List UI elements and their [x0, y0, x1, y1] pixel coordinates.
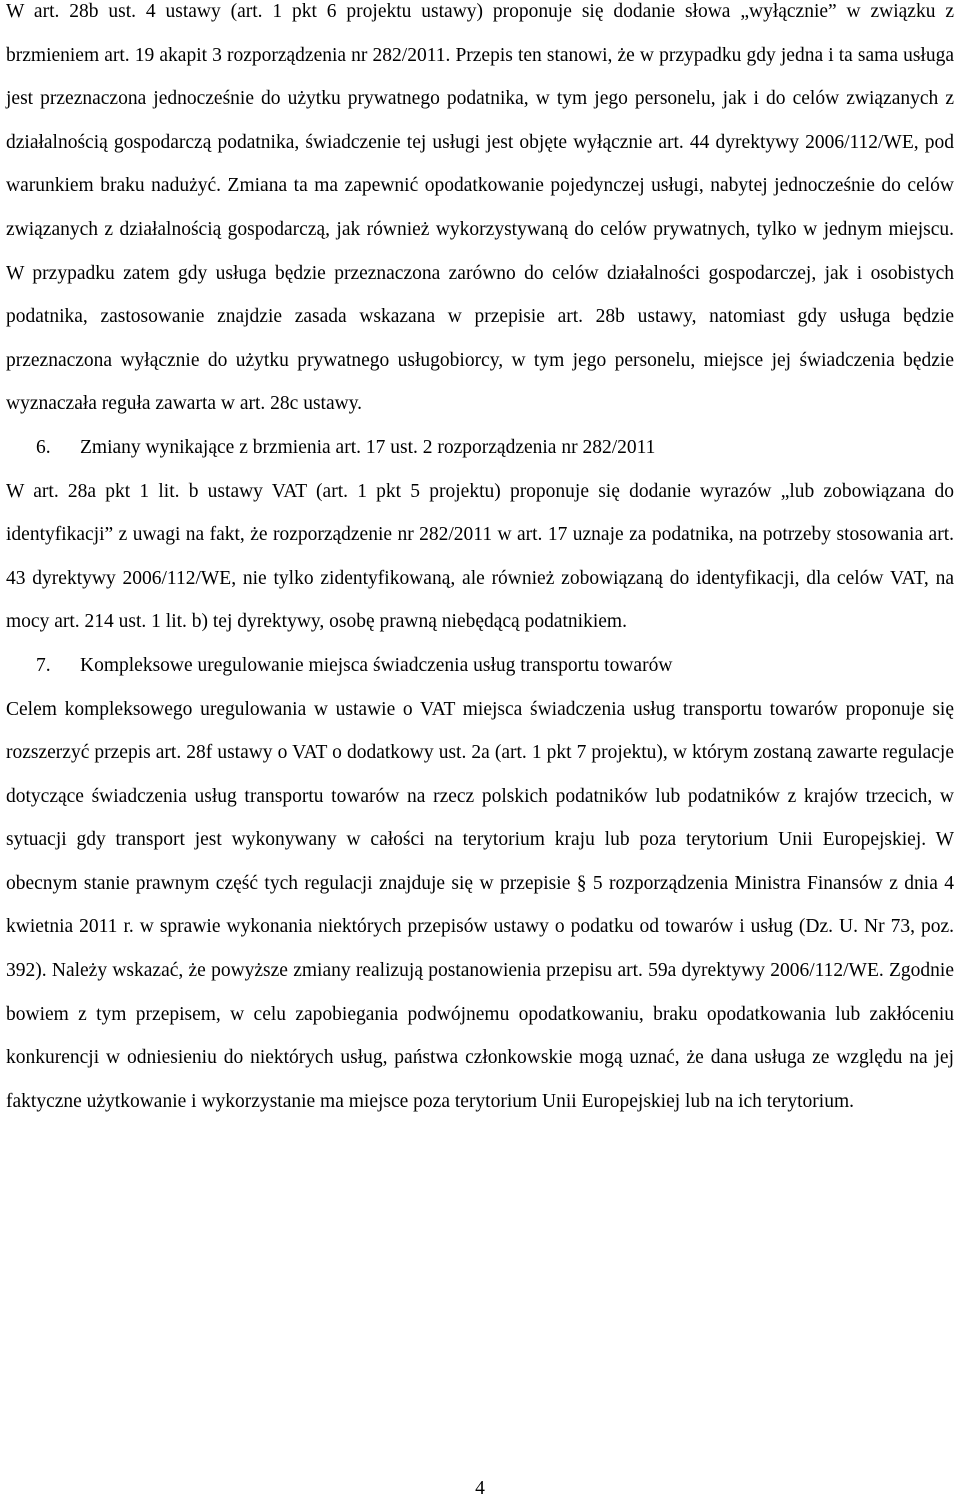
page-number: 4 — [475, 1478, 485, 1499]
paragraph-art-28a: W art. 28a pkt 1 lit. b ustawy VAT (art. 1 pkt 5 projektu) proponuje się dodanie wyrazów „lub zobowiązana do identyfikacji” z uwagi na fakt, że rozporządzenie nr 282/2011 w art. 17 uznaje za podatnika, na potrzeby stosowania art. 43 dyrektywy 2006/112/WE, nie tylko zidentyfikowaną, ale również zobowiązaną do identyfikacji, dla celów VAT, na mocy art. 214 ust. 1 lit. b) tej dyrektywy, osobę prawną niebędącą podatnikiem. — [6, 480, 954, 633]
section-heading-7 — [6, 644, 954, 688]
section-number: 7. — [36, 654, 51, 676]
section-heading-6 — [6, 426, 954, 470]
paragraph-art-28b: W art. 28b ust. 4 ustawy (art. 1 pkt 6 projektu ustawy) proponuje się dodanie słowa „wyłącznie” w związku z brzmieniem art. 19 akapit 3 rozporządzenia nr 282/2011. Przepis ten stanowi, że w przypadku gdy jedna i ta sama usługa jest przeznaczona jednocześnie do użytku prywatnego podatnika, w tym jego personelu, jak i do celów związanych z działalnością gospodarczą podatnika, świadczenie tej usługi jest objęte wyłącznie art. 44 dyrektywy 2006/112/WE, pod warunkiem braku nadużyć. Zmiana ta ma zapewnić opodatkowanie pojedynczej usługi, nabytej jednocześnie do celów związanych z działalnością gospodarczą, jak również wykorzystywaną do celów prywatnych, tylko w jednym miejscu. W przypadku zatem gdy usługa będzie przeznaczona zarówno do celów działalności gospodarczej, jak i osobistych podatnika, zastosowanie znajdzie zasada wskazana w przepisie art. 28b ustawy, natomiast gdy usługa będzie przeznaczona wyłącznie do użytku prywatnego usługobiorcy, w tym jego personelu, miejsce jej świadczenia będzie wyznaczała reguła zawarta w art. 28c ustawy. — [6, 1, 954, 415]
section-number: 6. — [36, 436, 51, 458]
paragraph-transport: Celem kompleksowego uregulowania w ustawie o VAT miejsca świadczenia usług transportu towarów proponuje się rozszerzyć przepis art. 28f ustawy o VAT o dodatkowy ust. 2a (art. 1 pkt 7 projektu), w którym zostaną zawarte regulacje dotyczące świadczenia usług transportu towarów na rzecz polskich podatników lub podatników z krajów trzecich, w sytuacji gdy transport jest wykonywany w całości na terytorium kraju lub poza terytorium Unii Europejskiej. W obecnym stanie prawnym część tych regulacji znajduje się w przepisie § 5 rozporządzenia Ministra Finansów z dnia 4 kwietnia 2011 r. w sprawie wykonania niektórych przepisów ustawy o podatku od towarów i usług (Dz. U. Nr 73, poz. 392). Należy wskazać, że powyższe zmiany realizują postanowienia przepisu art. 59a dyrektywy 2006/112/WE. Zgodnie bowiem z tym przepisem, w celu zapobiegania podwójnemu opodatkowaniu, braku opodatkowania lub zakłóceniu konkurencji w odniesieniu do niektórych usług, państwa członkowskie mogą uznać, że dana usługa ze względu na jej faktyczne użytkowanie i wykorzystanie ma miejsce poza terytorium Unii Europejskiej lub na ich terytorium. — [6, 698, 954, 1112]
section-title: Kompleksowe uregulowanie miejsca świadczenia usług transportu towarów — [80, 654, 673, 676]
section-title: Zmiany wynikające z brzmienia art. 17 ust. 2 rozporządzenia nr 282/2011 — [80, 436, 656, 458]
document-page — [6, 0, 954, 1123]
